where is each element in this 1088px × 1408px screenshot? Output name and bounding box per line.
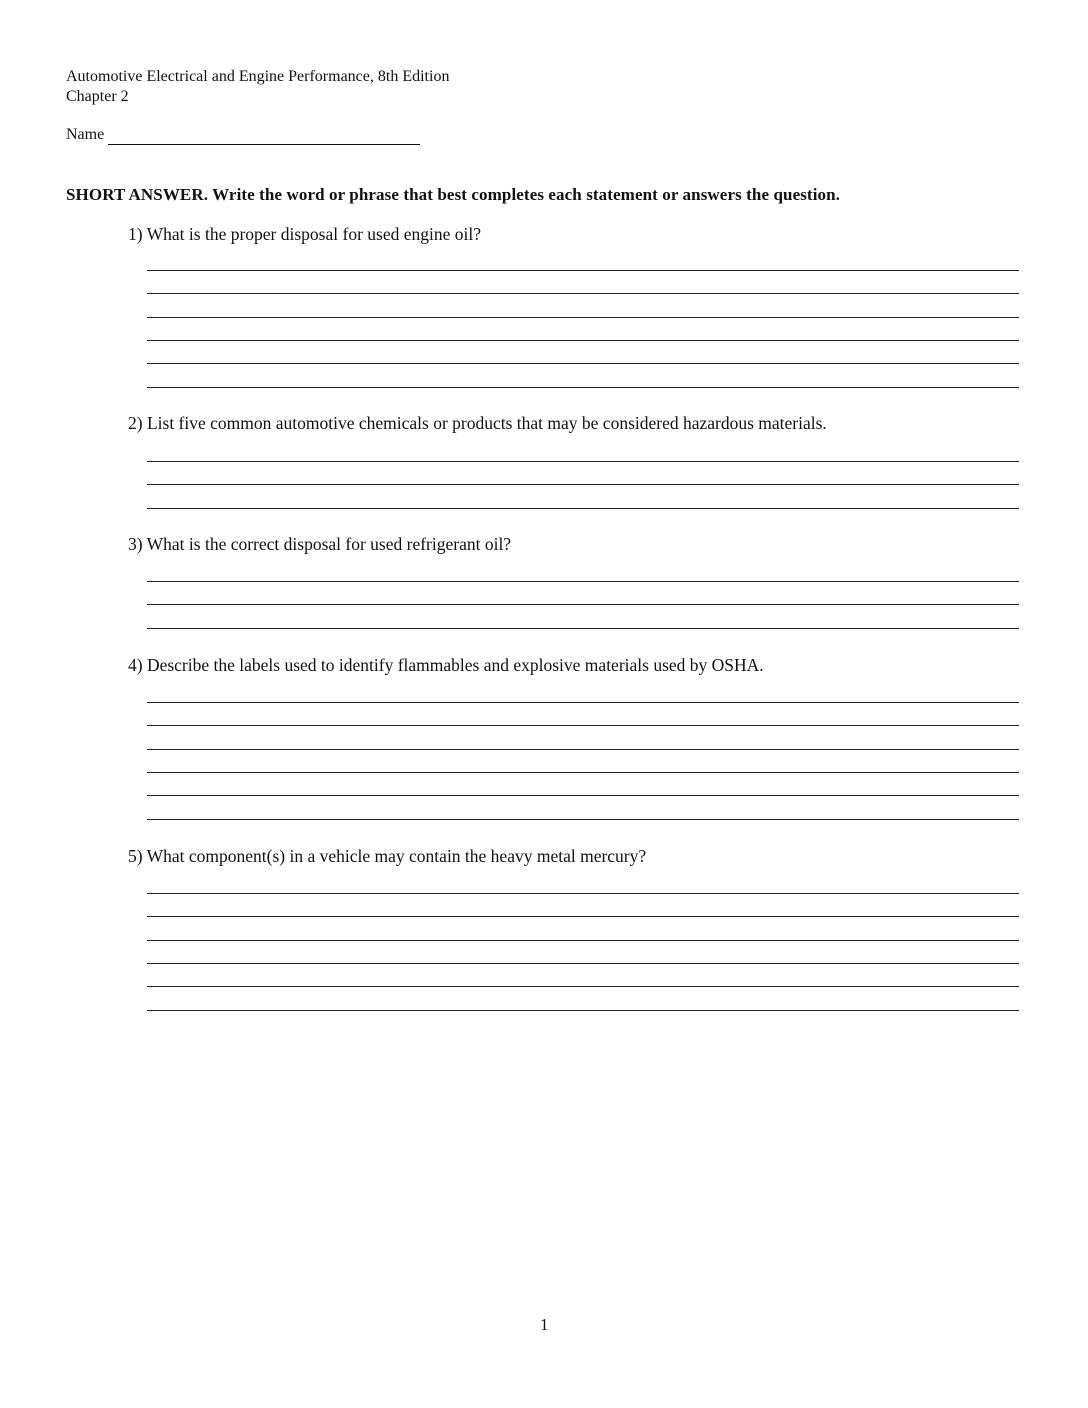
- answer-line[interactable]: [147, 702, 1019, 703]
- question-text: 2) List five common automotive chemicals or products that may be considered hazardous materials.: [128, 413, 827, 433]
- answer-line[interactable]: [147, 604, 1019, 605]
- answer-line[interactable]: [147, 940, 1019, 941]
- answer-line[interactable]: [147, 508, 1019, 509]
- page-number: 1: [540, 1315, 549, 1334]
- answer-line[interactable]: [147, 293, 1019, 294]
- answer-line[interactable]: [147, 340, 1019, 341]
- answer-line[interactable]: [147, 795, 1019, 796]
- answer-line[interactable]: [147, 916, 1019, 917]
- question-text: 3) What is the correct disposal for used refrigerant oil?: [128, 534, 512, 554]
- question-text: 5) What component(s) in a vehicle may contain the heavy metal mercury?: [128, 846, 647, 866]
- name-field-line[interactable]: [108, 144, 420, 145]
- answer-line[interactable]: [147, 484, 1019, 485]
- answer-line[interactable]: [147, 1010, 1019, 1011]
- section-instructions: SHORT ANSWER. Write the word or phrase that best completes each statement or answers the question.: [66, 185, 841, 204]
- answer-line[interactable]: [147, 986, 1019, 987]
- answer-line[interactable]: [147, 387, 1019, 388]
- answer-line[interactable]: [147, 581, 1019, 582]
- question-text: 4) Describe the labels used to identify flammables and explosive materials used by OSHA.: [128, 655, 764, 675]
- answer-line[interactable]: [147, 749, 1019, 750]
- answer-line[interactable]: [147, 628, 1019, 629]
- answer-line[interactable]: [147, 317, 1019, 318]
- answer-line[interactable]: [147, 270, 1019, 271]
- question-text: 1) What is the proper disposal for used engine oil?: [128, 224, 481, 244]
- answer-line[interactable]: [147, 893, 1019, 894]
- answer-line[interactable]: [147, 461, 1019, 462]
- answer-line[interactable]: [147, 725, 1019, 726]
- chapter-label: Chapter 2: [66, 88, 129, 105]
- book-title: Automotive Electrical and Engine Performance, 8th Edition: [66, 68, 450, 85]
- answer-line[interactable]: [147, 772, 1019, 773]
- name-label: Name: [66, 126, 105, 143]
- answer-line[interactable]: [147, 363, 1019, 364]
- answer-line[interactable]: [147, 819, 1019, 820]
- answer-line[interactable]: [147, 963, 1019, 964]
